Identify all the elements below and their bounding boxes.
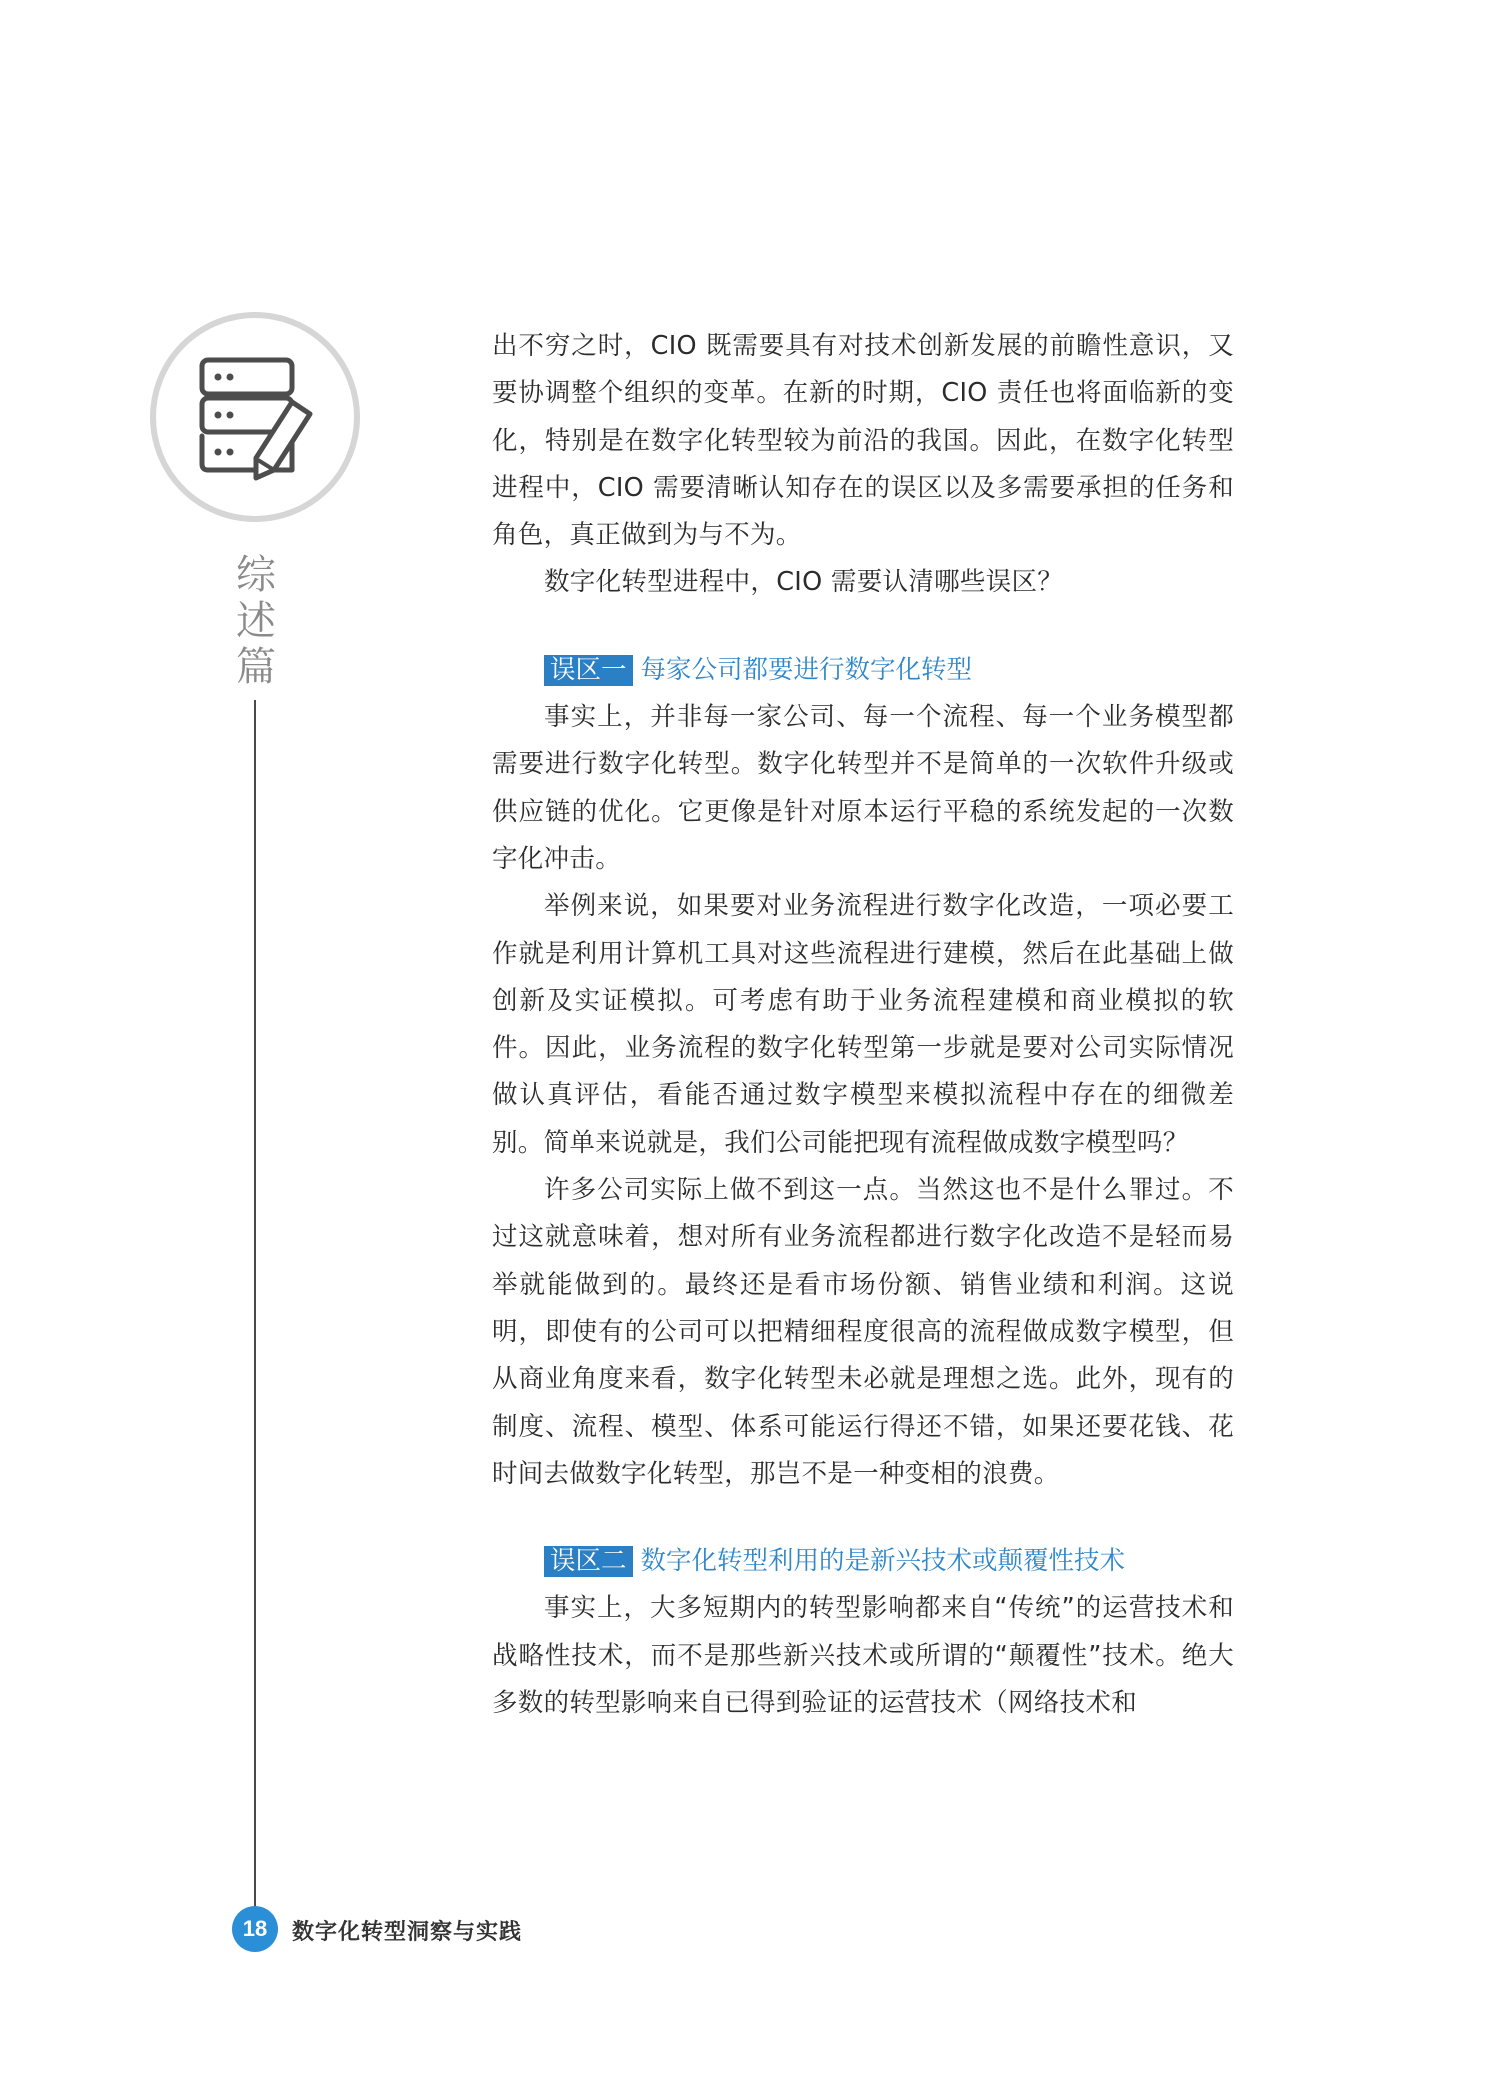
myth-title-2: 数字化转型利用的是新兴技术或颠覆性技术 [640,1546,1126,1577]
section-emblem [150,312,360,522]
side-divider [254,700,256,1920]
intro-paragraph: 出不穷之时，CIO 既需要具有对技术创新发展的前瞻性意识，又要协调整个组织的变革。在新的时期，CIO 责任也将面临新的变化，特别是在数字化转型较为前沿的我国。因此，在数字化转型进程中，CIO 需要清晰认知存在的误区以及多需要承担的任务和角色，真正做到为与不为。 [492,331,1234,551]
myth1-paragraph: 举例来说，如果要对业务流程进行数字化改造，一项必要工作就是利用计算机工具对这些流程进行建模，然后在此基础上做创新及实证模拟。可考虑有助于业务流程建模和商业模拟的软件。因此，业务流程的数字化转型第一步就是要对公司实际情况做认真评估，看能否通过数字模型来模拟流程中存在的细微差别。简单来说就是，我们公司能把现有流程做成数字模型吗？ [492,891,1234,1158]
myth-title-1: 每家公司都要进行数字化转型 [640,654,973,685]
myth-heading-1 [544,647,1234,694]
myth-tag-2: 误区二 [544,1546,633,1577]
section-label: 综述篇 [236,552,276,690]
myth1-paragraph: 许多公司实际上做不到这一点。当然这也不是什么罪过。不过这就意味着，想对所有业务流程都进行数字化改造不是轻而易举就能做到的。最终还是看市场份额、销售业绩和利润。这说明，即使有的公司可以把精细程度很高的流程做成数字模型，但从商业角度来看，数字化转型未必就是理想之选。此外，现有的制度、流程、模型、体系可能运行得还不错，如果还要花钱、花时间去做数字化转型，那岂不是一种变相的浪费。 [492,1175,1234,1489]
myth-heading-2 [544,1538,1234,1585]
document-edit-icon [194,354,318,482]
book-title: 数字化转型洞察与实践 [292,1920,523,1945]
myth1-paragraph: 事实上，并非每一家公司、每一个流程、每一个业务模型都需要进行数字化转型。数字化转型并不是简单的一次软件升级或供应链的优化。它更像是针对原本运行平稳的系统发起的一次数字化冲击。 [492,702,1234,874]
myth2-paragraph: 事实上，大多短期内的转型影响都来自“传统”的运营技术和战略性技术，而不是那些新兴技术或所谓的“颠覆性”技术。绝大多数的转型影响来自已得到验证的运营技术（网络技术和 [492,1593,1234,1719]
intro-question: 数字化转型进程中，CIO 需要认清哪些误区？ [544,567,1064,598]
page-number-badge: 18 [232,1906,278,1952]
article-body [492,323,1234,1727]
myth-tag-1: 误区一 [544,655,633,686]
